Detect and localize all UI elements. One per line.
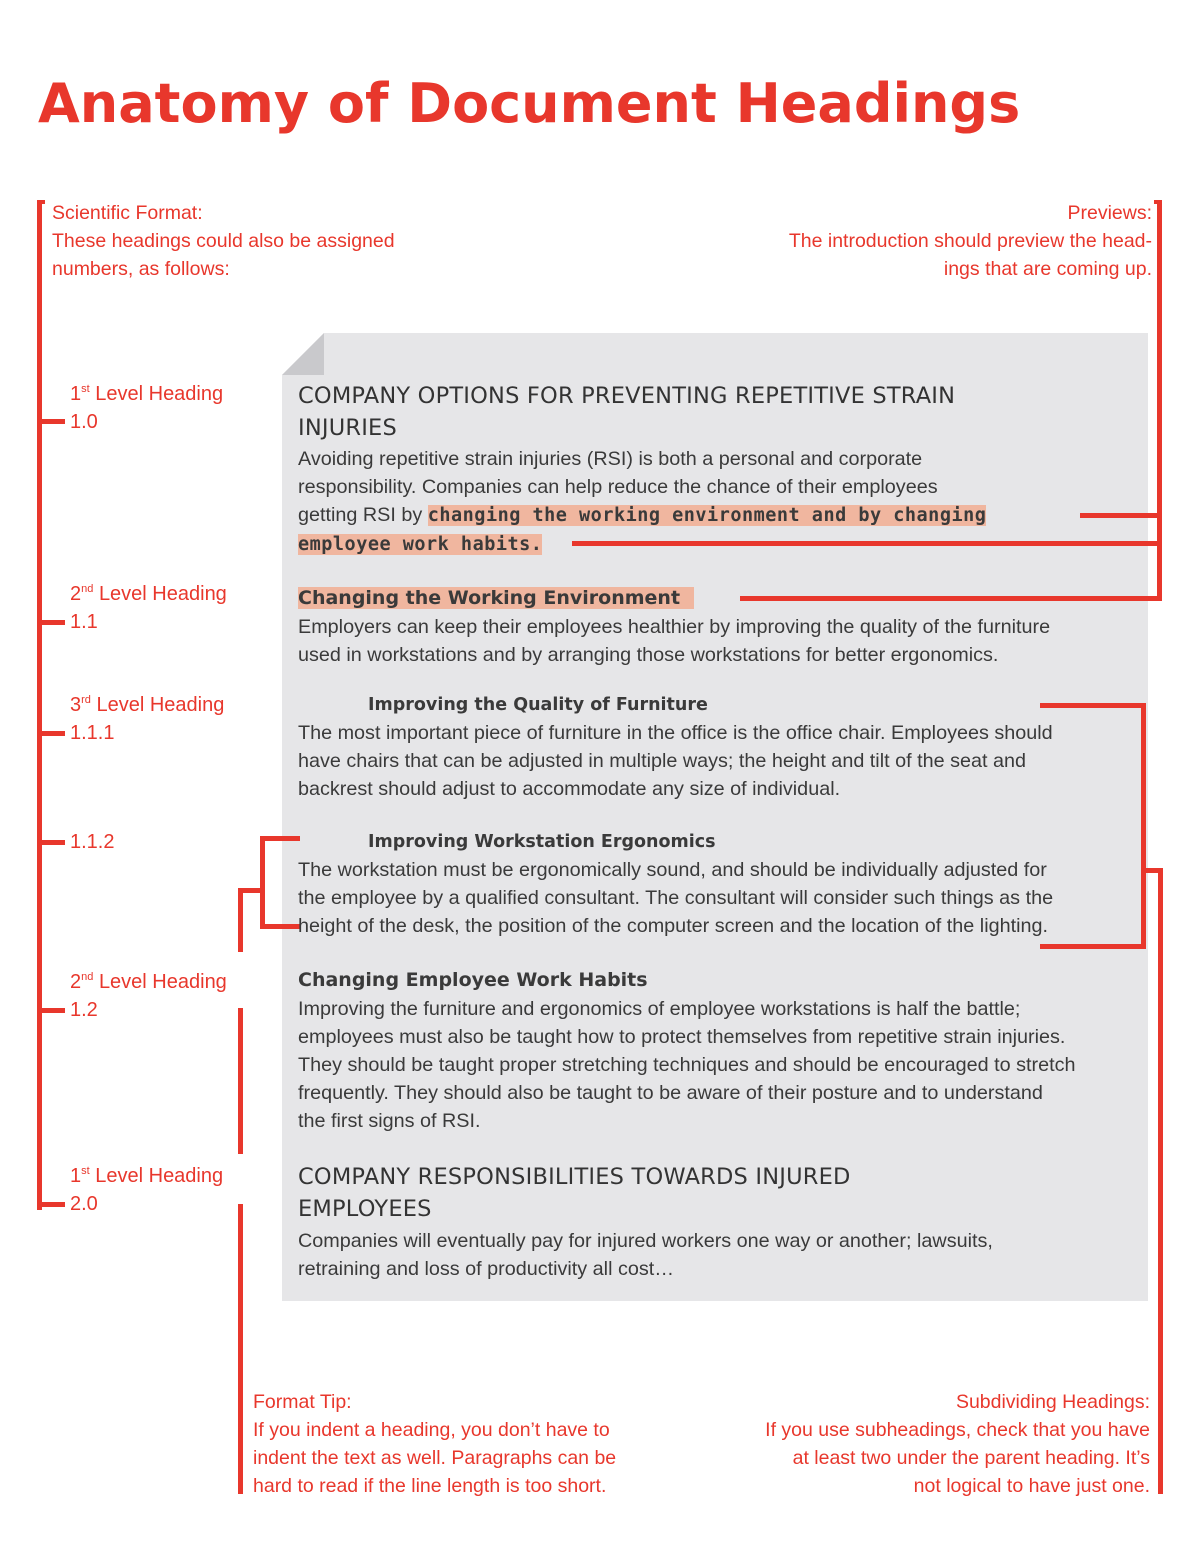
doc-intro-paragraph: Avoiding repetitive strain injuries (RSI) is both a personal and corporate responsibility. Companies can help reduce the chance of their employees getting RSI by changing the working environment and by changing employee work habits. (298, 448, 987, 555)
format-tip-connector-bottom (260, 924, 300, 929)
note-format-tip: Format Tip: If you indent a heading, you don’t have to indent the text as well. Paragraphs can be hard to read if the line length is too short. (253, 1391, 617, 1497)
tick-1-1-2 (37, 840, 65, 845)
previews-bracket-vertical (1157, 200, 1162, 600)
note-scientific-format: Scientific Format: These headings could also be assigned numbers, as follows: (52, 202, 395, 280)
doc-heading-3-b: Improving Workstation Ergonomics (368, 832, 716, 852)
tick-1-1 (37, 620, 65, 625)
level-label-1-2: 2nd Level Heading 1.2 (70, 971, 227, 1021)
level-label-1-0: 1st Level Heading 1.0 (70, 383, 224, 433)
tick-1-2 (37, 1008, 65, 1013)
format-tip-bracket-upper (238, 890, 243, 952)
level-label-1-1-1: 3rd Level Heading 1.1.1 (70, 694, 225, 744)
format-tip-connector-v (260, 836, 265, 928)
subdivide-bracket-vertical (1158, 868, 1163, 1494)
doc-paragraph-2-b: Improving the furniture and ergonomics of employee workstations is half the battle; employees must also be taught how to protect themselves from repetitive strain injuries. They should be taught proper stretching techniques and should be encouraged to stretch frequently. They should also be taught to be aware of their posture and to understand the first signs of RSI. (298, 998, 1076, 1132)
level-label-1-1: 2nd Level Heading 1.1 (70, 583, 227, 633)
left-bracket-vertical (37, 200, 42, 1210)
subdivide-connector-bottom (1040, 944, 1146, 949)
doc-heading-1-a: COMPANY OPTIONS FOR PREVENTING REPETITIVE STRAIN INJURIES (298, 383, 956, 441)
intro-highlight-1: changing the working environment and by changing (427, 505, 987, 526)
format-tip-connector-join (238, 888, 264, 893)
doc-paragraph-2-a: Employers can keep their employees healthier by improving the quality of the furniture used in workstations and by arranging those workstations for better ergonomics. (298, 616, 1051, 666)
format-tip-bracket-mid (238, 1008, 243, 1154)
page-fold-shadow (282, 333, 324, 375)
intro-highlight-2: employee work habits. (298, 534, 543, 555)
tick-2-0 (37, 1202, 65, 1207)
note-previews: Previews: The introduction should preview the head- ings that are coming up. (788, 202, 1152, 280)
doc-paragraph-3-b: The workstation must be ergonomically sound, and should be individually adjusted for the employee by a qualified consultant. The consultant will consider such things as the height of the desk, the position of the computer screen and the location of the lighting. (298, 859, 1054, 937)
doc-heading-2-a: Changing the Working Environment (298, 584, 1148, 612)
format-tip-bracket-lower (238, 1204, 243, 1494)
note-subdividing-headings: Subdividing Headings: If you use subheadings, check that you have at least two under the parent heading. It’s not logical to have just one. (765, 1391, 1150, 1497)
doc-paragraph-1-b: Companies will eventually pay for injured workers one way or another; lawsuits, retraining and loss of productivity all cost… (298, 1230, 993, 1280)
doc-heading-1-b: COMPANY RESPONSIBILITIES TOWARDS INJURED EMPLOYEES (298, 1164, 851, 1222)
tick-1-1-1 (37, 731, 65, 736)
level-label-1-1-2: 1.1.2 (70, 831, 115, 853)
page-title: Anatomy of Document Headings (38, 72, 1021, 135)
left-bracket-top-tick (37, 200, 45, 204)
previews-bracket-top-tick (1154, 200, 1162, 204)
doc-heading-2-b: Changing Employee Work Habits (298, 969, 648, 991)
doc-paragraph-3-a: The most important piece of furniture in the office is the office chair. Employees should have chairs that can be adjusted in multiple ways; the height and tilt of the seat and backrest should adjust to accommodate any size of individual. (298, 722, 1053, 800)
tick-1-0 (37, 419, 65, 424)
format-tip-connector-top (260, 836, 300, 841)
level-label-2-0: 1st Level Heading 2.0 (70, 1165, 224, 1215)
doc-heading-3-a: Improving the Quality of Furniture (368, 695, 708, 715)
